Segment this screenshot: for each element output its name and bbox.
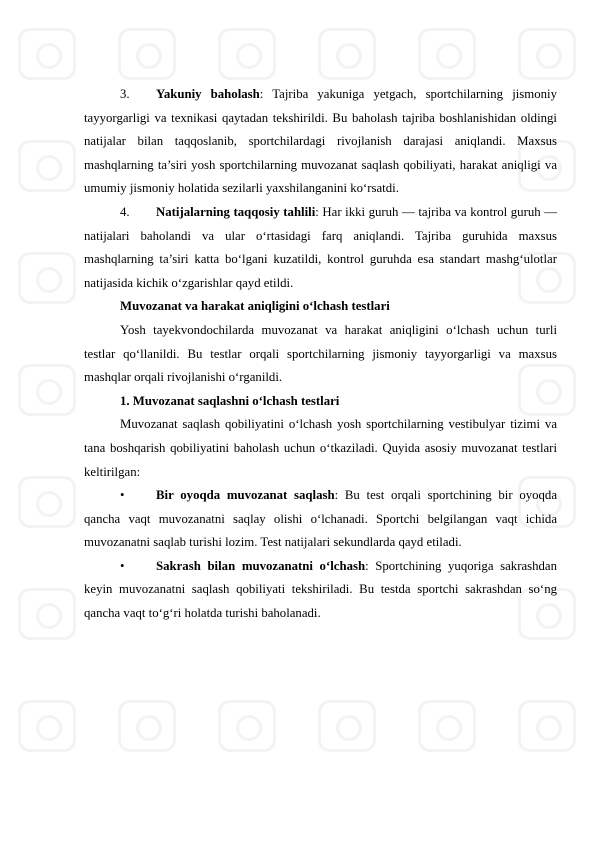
watermark-icon [18, 364, 76, 416]
watermark-icon [518, 28, 576, 80]
section-heading: Muvozanat va harakat aniqligini o‘lchash testlari [120, 299, 390, 314]
watermark-icon [318, 28, 376, 80]
watermark-icon [218, 700, 276, 752]
watermark-icon [418, 28, 476, 80]
list-item-title: Natijalarning taqqosiy tahlili [156, 204, 316, 219]
watermark-icon [418, 700, 476, 752]
subsection-heading: 1. Muvozanat saqlashni o‘lchash testlari [120, 393, 340, 408]
bullet-icon: • [120, 558, 125, 573]
watermark-icon [218, 28, 276, 80]
document-body [84, 83, 557, 626]
watermark-icon [18, 700, 76, 752]
watermark-icon [18, 140, 76, 192]
list-number: 3. [120, 87, 130, 101]
bullet-item-2 [84, 555, 557, 626]
bullet-text: : Sportchining yuqoriga sakrashdan keyin muvozanatni saqlash qobiliyati tekshiriladi. Bu testda sportchi sakrashdan so‘ng qancha vaqt to‘g‘ri holatda turishi baholanadi. [84, 558, 557, 621]
section-paragraph: Yosh tayekvondochilarda muvozanat va harakat aniqligini o‘lchash uchun turli testlar qo‘llanildi. Bu testlar orqali sportchilarning jismoniy tayyorgarligi va maxsus mashqlar orqali rivojlanishi o‘rganildi. [84, 322, 557, 385]
watermark-icon [118, 28, 176, 80]
bullet-text: : Bu test orqali sportchining bir oyoqda qancha vaqt muvozanatni saqlay olishi o‘lchanadi. Sportchi belgilangan vaqt ichida muvozanatni saqlab turishi lozim. Test natijalari sekundlarda qayd etiladi. [84, 488, 557, 550]
list-number: 4. [120, 204, 130, 219]
list-item-4 [84, 201, 557, 295]
bullet-icon: • [120, 488, 125, 503]
subsection-paragraph: Muvozanat saqlash qobiliyatini o‘lchash yosh sportchilarning vestibulyar tizimi va tana boshqarish qobiliyatini baholash uchun o‘tkaziladi. Quyida asosiy muvozanat testlari keltirilgan: [84, 417, 557, 479]
watermark-icon [518, 700, 576, 752]
list-item-title: Yakuniy baholash [156, 87, 260, 101]
bullet-title: Bir oyoqda muvozanat saqlash [156, 488, 335, 503]
bullet-title: Sakrash bilan muvozanatni o‘lchash [156, 558, 366, 573]
watermark-icon [18, 588, 76, 640]
watermark-icon [118, 700, 176, 752]
list-item-3 [84, 83, 557, 201]
list-item-text: : Tajriba yakuniga yetgach, sportchilarning jismoniy tayyorgarligi va texnikasi qaytadan tekshirildi. Bu baholash tajriba boshlanishidan oldingi natijalar bilan taqqoslanib, sportchilardagi rivojlanish darajasi aniqlandi. Maxsus mashqlarning ta’siri yosh sportchilarning muvozanat saqlash qobiliyati, harakat aniqligi va umumiy jismoniy holatida sezilarli yaxshilanganini ko‘rsatdi. [84, 87, 557, 196]
list-item-text: : Har ikki guruh — tajriba va kontrol guruh — natijalari baholandi va ular o‘rtasidagi farq aniqlandi. Tajriba guruhida maxsus mashqlarning ta’siri katta bo‘lgani kuzatildi, kontrol guruhda esa standart mashg‘ulotlar natijasida kichik o‘zgarishlar qayd etildi. [84, 204, 557, 290]
watermark-icon [18, 28, 76, 80]
watermark-icon [18, 476, 76, 528]
bullet-item-1 [84, 484, 557, 555]
watermark-icon [318, 700, 376, 752]
watermark-icon [18, 252, 76, 304]
